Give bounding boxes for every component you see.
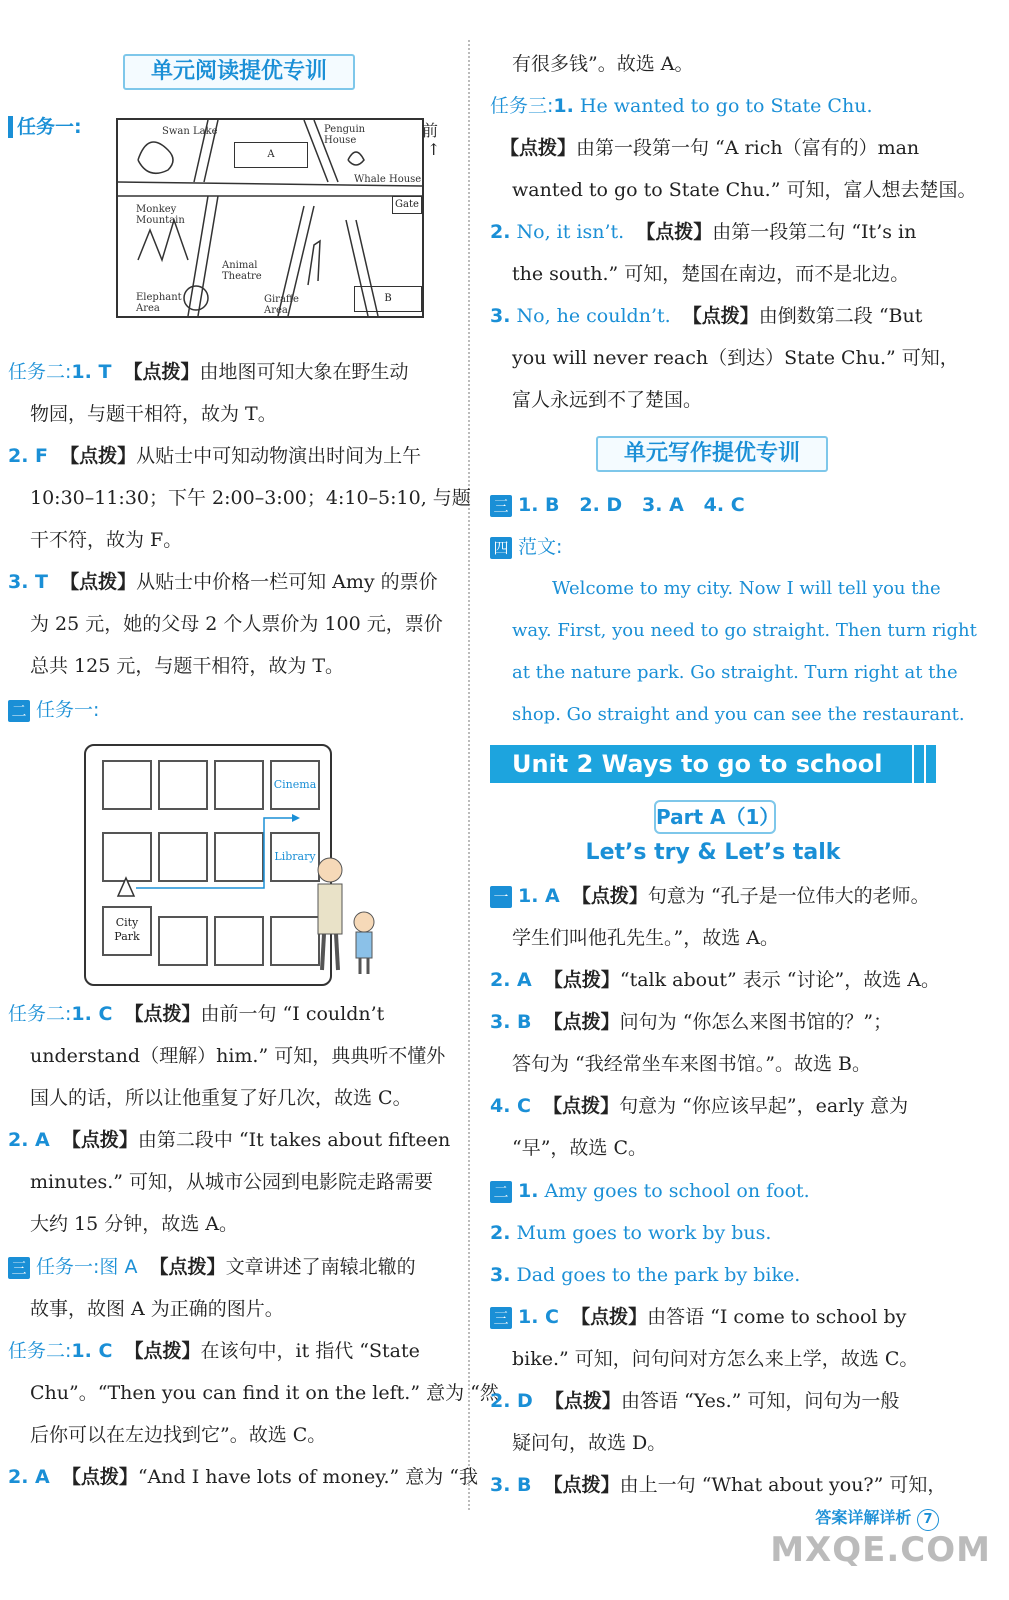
p1-q2: 2. A 【点拨】“talk about” 表示 “讨论”，故选 A。 [490, 969, 940, 991]
p1-q4-cont: “早”，故选 C。 [512, 1137, 648, 1159]
task2-q3: 3. T 【点拨】从贴士中价格一栏可知 Amy 的票价 [8, 571, 438, 593]
task2-q2: 2. F 【点拨】从贴士中可知动物演出时间为上午 [8, 445, 422, 467]
city-park-block: City Park [102, 906, 152, 956]
gate-label: Gate [392, 196, 422, 214]
part-label: Part A（1） [654, 800, 776, 834]
people-illustration [308, 850, 378, 980]
banner-bar [912, 745, 919, 783]
page-number: 7 [917, 1509, 939, 1531]
p3-q3: 3. B 【点拨】由上一句 “What about you?” 可知， [490, 1474, 947, 1496]
p2-q2: 2. Mum goes to work by bus. [490, 1222, 772, 1244]
essay-line-4: shop. Go straight and you can see the restaurant. [512, 704, 965, 725]
task3-q1-hint: 【点拨】由第一段第一句 “A rich（富有的）man [500, 137, 920, 159]
task1-heading: 任务一: [8, 113, 458, 141]
task3-q2-cont: the south.” 可知，楚国在南边，而不是北边。 [512, 263, 910, 285]
task2-q1-cont: 物园，与题干相符，故为 T。 [30, 403, 277, 425]
writing-section-title: 单元写作提优专训 [596, 436, 828, 472]
task3-q1-cont: wanted to go to State Chu.” 可知，富人想去楚国。 [512, 179, 977, 201]
task3-q3-cont1: you will never reach（到达）State Chu.” 可知， [512, 347, 959, 369]
p1-q3-cont: 答句为 “我经常坐车来图书馆。”。故选 B。 [512, 1053, 871, 1075]
section2-task2-q1-cont2: 国人的话，所以让他重复了好几次，故选 C。 [30, 1087, 412, 1109]
p1-q1: 一 1. A 【点拨】句意为 “孔子是一位伟大的老师。 [490, 882, 940, 910]
swan-lake-label: Swan Lake [162, 126, 218, 137]
task2-q3-cont2: 总共 125 元，与题干相符，故为 T。 [30, 655, 345, 677]
map-box-b: B [354, 286, 422, 312]
p1-q4: 4. C 【点拨】句意为 “你应该早起”，early 意为 [490, 1095, 909, 1117]
section3-task1: 三 任务一:图 A 【点拨】文章讲述了南辕北辙的 [8, 1253, 458, 1281]
up-arrow-icon: ↑ [427, 140, 441, 159]
section-two-icon: 二 [8, 700, 30, 722]
p3-q2-cont: 疑问句，故选 D。 [512, 1432, 667, 1454]
task3-q1: 任务三:1. He wanted to go to State Chu. [490, 95, 873, 117]
front-label: 前 [422, 121, 439, 140]
section2-task1: 二 任务一: [8, 696, 458, 724]
section-four-icon: 四 [490, 537, 512, 559]
section3-task2-q1-cont1: Chu”。“Then you can find it on the left.” 意为 “然 [30, 1382, 499, 1404]
p3-q1-cont: bike.” 可知，问句问对方怎么来上学，故选 C。 [512, 1348, 919, 1370]
cinema-block: Cinema [270, 760, 320, 810]
whale-house-label: Whale House [354, 174, 422, 185]
task2-q3-cont1: 为 25 元，她的父母 2 个人票价为 100 元，票价 [30, 613, 443, 635]
p2-q1: 二 1. Amy goes to school on foot. [490, 1177, 940, 1205]
p1-q3: 3. B 【点拨】问句为 “你怎么来图书馆的？”； [490, 1011, 893, 1033]
giraffe-area-label: Giraffe Area [264, 294, 299, 316]
section-two-icon: 二 [490, 1181, 512, 1203]
task2-q2-cont2: 干不符，故为 F。 [30, 529, 183, 551]
essay-line-1: Welcome to my city. Now I will tell you the [552, 578, 941, 599]
p3-q1: 三 1. C 【点拨】由答语 “I come to school by [490, 1303, 940, 1331]
model-essay-heading: 四 范文: [490, 533, 940, 561]
section-three-icon: 三 [490, 1307, 512, 1329]
penguin-house-label: Penguin House [324, 124, 366, 146]
writing-answers: 三 1. B 2. D 3. A 4. C [490, 491, 940, 519]
section2-task2-q2-cont2: 大约 15 分钟，故选 A。 [30, 1213, 239, 1235]
banner-bar [924, 745, 931, 783]
section3-task2-q1: 任务二:1. C 【点拨】在该句中，it 指代 “State [8, 1340, 420, 1362]
p3-q2: 2. D 【点拨】由答语 “Yes.” 可知，问句为一般 [490, 1390, 900, 1412]
section2-task2-q1-cont1: understand（理解）him.” 可知，典典听不懂外 [30, 1045, 446, 1067]
r-line-1: 有很多钱”。故选 A。 [512, 53, 694, 75]
column-divider [468, 40, 470, 1510]
p1-q1-cont: 学生们叫他孔先生。”，故选 A。 [512, 927, 779, 949]
zoo-map [116, 118, 424, 318]
route-arrow [86, 746, 330, 984]
section2-task2-q2-cont1: minutes.” 可知，从城市公园到电影院走路需要 [30, 1171, 433, 1193]
section3-task2-q2: 2. A 【点拨】“And I have lots of money.” 意为 “我 [8, 1466, 479, 1488]
lets-heading: Let’s try & Let’s talk [585, 840, 841, 865]
elephant-area-label: Elephant Area [136, 292, 182, 314]
monkey-mountain-label: Monkey Mountain [136, 204, 185, 226]
essay-line-2: way. First, you need to go straight. Then turn right [512, 620, 977, 641]
section3-task2-q1-cont2: 后你可以在左边找到它”。故选 C。 [30, 1424, 327, 1446]
city-map [84, 744, 332, 986]
section-three-icon: 三 [490, 495, 512, 517]
footer-label: 答案详解详析 7 [815, 1505, 939, 1531]
task3-q3-cont2: 富人永远到不了楚国。 [512, 389, 703, 411]
watermark: MXQE.COM [770, 1530, 991, 1570]
map-box-a: A [234, 142, 308, 168]
essay-line-3: at the nature park. Go straight. Turn right at the [512, 662, 958, 683]
section2-task2-q1: 任务二:1. C 【点拨】由前一句 “I couldn’t [8, 1003, 385, 1025]
task2-q2-cont1: 10:30–11:30；下午 2:00–3:00；4:10–5:10, 与题 [30, 487, 471, 509]
unit-banner: Unit 2 Ways to go to school [490, 745, 936, 783]
task3-q2: 2. No, it isn’t. 【点拨】由第一段第二句 “It’s in [490, 221, 917, 243]
right-column [490, 0, 977, 1600]
p2-q3: 3. Dad goes to the park by bike. [490, 1264, 801, 1286]
task3-q3: 3. No, he couldn’t. 【点拨】由倒数第二段 “But [490, 305, 923, 327]
section-three-icon: 三 [8, 1257, 30, 1279]
banner-bar [490, 745, 495, 783]
task2-q1: 任务二:1. T 【点拨】由地图可知大象在野生动 [8, 361, 409, 383]
section3-task1-cont: 故事，故图 A 为正确的图片。 [30, 1298, 284, 1320]
reading-section-title: 单元阅读提优专训 [123, 54, 355, 90]
section2-task2-q2: 2. A 【点拨】由第二段中 “It takes about fifteen [8, 1129, 451, 1151]
library-block: Library [270, 832, 320, 882]
section-one-icon: 一 [490, 886, 512, 908]
animal-theatre-label: Animal Theatre [222, 260, 262, 282]
left-column [8, 0, 499, 1600]
